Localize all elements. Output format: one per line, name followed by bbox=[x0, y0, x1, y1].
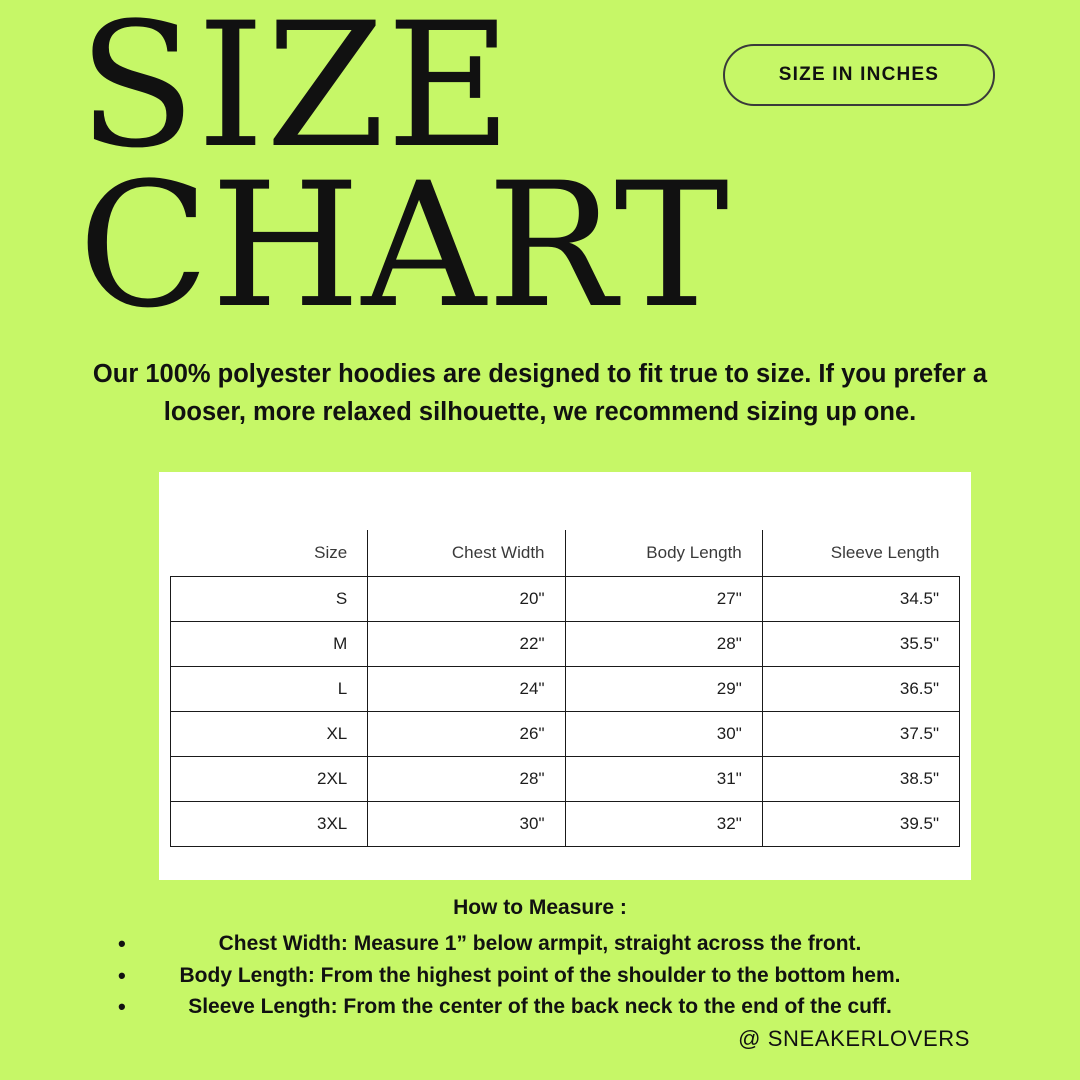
how-to-measure-title: How to Measure : bbox=[453, 896, 627, 919]
page-title bbox=[78, 0, 731, 346]
table-cell: 30" bbox=[368, 802, 565, 847]
table-cell: 20" bbox=[368, 577, 565, 622]
intro-paragraph: Our 100% polyester hoodies are designed to fit true to size. If you prefer a looser, more relaxed silhouette, we recommend sizing up one. bbox=[92, 360, 988, 426]
bullet-icon: • bbox=[118, 994, 126, 1019]
table-header-cell: Chest Width bbox=[368, 530, 565, 577]
size-table bbox=[170, 530, 960, 847]
table-cell: L bbox=[171, 667, 368, 712]
table-cell: 37.5" bbox=[762, 712, 959, 757]
table-cell: 38.5" bbox=[762, 757, 959, 802]
table-cell: 24" bbox=[368, 667, 565, 712]
size-table-body bbox=[171, 577, 960, 847]
table-header-cell: Body Length bbox=[565, 530, 762, 577]
list-item-label: Chest Width: Measure 1” below armpit, straight across the front. bbox=[218, 932, 862, 955]
size-table-card bbox=[159, 472, 971, 880]
table-header-cell: Size bbox=[171, 530, 368, 577]
table-cell: 30" bbox=[565, 712, 762, 757]
table-row bbox=[171, 577, 960, 622]
size-unit-badge bbox=[723, 44, 995, 106]
table-cell: M bbox=[171, 622, 368, 667]
how-to-measure-list bbox=[60, 928, 1020, 1023]
table-cell: 35.5" bbox=[762, 622, 959, 667]
table-cell: 39.5" bbox=[762, 802, 959, 847]
page-title-line-1: SIZE bbox=[78, 0, 513, 186]
table-row bbox=[171, 802, 960, 847]
table-cell: 22" bbox=[368, 622, 565, 667]
table-row bbox=[171, 667, 960, 712]
list-item bbox=[60, 928, 1020, 960]
table-header-row bbox=[171, 530, 960, 577]
table-row bbox=[171, 712, 960, 757]
table-cell: XL bbox=[171, 712, 368, 757]
table-cell: 36.5" bbox=[762, 667, 959, 712]
table-cell: 31" bbox=[565, 757, 762, 802]
table-cell: 28" bbox=[565, 622, 762, 667]
table-cell: 2XL bbox=[171, 757, 368, 802]
table-cell: 26" bbox=[368, 712, 565, 757]
table-cell: 28" bbox=[368, 757, 565, 802]
table-cell: 34.5" bbox=[762, 577, 959, 622]
table-cell: 3XL bbox=[171, 802, 368, 847]
table-cell: 32" bbox=[565, 802, 762, 847]
list-item bbox=[60, 960, 1020, 992]
table-cell: 27" bbox=[565, 577, 762, 622]
how-to-measure bbox=[60, 896, 1020, 1023]
list-item-label: Body Length: From the highest point of the shoulder to the bottom hem. bbox=[179, 963, 901, 987]
size-table-head bbox=[171, 530, 960, 577]
table-row bbox=[171, 622, 960, 667]
table-header-cell: Sleeve Length bbox=[762, 530, 959, 577]
bullet-icon: • bbox=[118, 962, 126, 988]
bullet-icon: • bbox=[118, 931, 126, 956]
list-item bbox=[60, 991, 1020, 1023]
table-cell: 29" bbox=[565, 667, 762, 712]
table-row bbox=[171, 757, 960, 802]
list-item-label: Sleeve Length: From the center of the back neck to the end of the cuff. bbox=[188, 995, 892, 1018]
page-title-line-2: CHART bbox=[78, 144, 731, 346]
size-unit-badge-label: SIZE IN INCHES bbox=[778, 64, 940, 85]
brand-handle: @ SNEAKERLOVERS bbox=[738, 1026, 970, 1051]
table-cell: S bbox=[171, 577, 368, 622]
